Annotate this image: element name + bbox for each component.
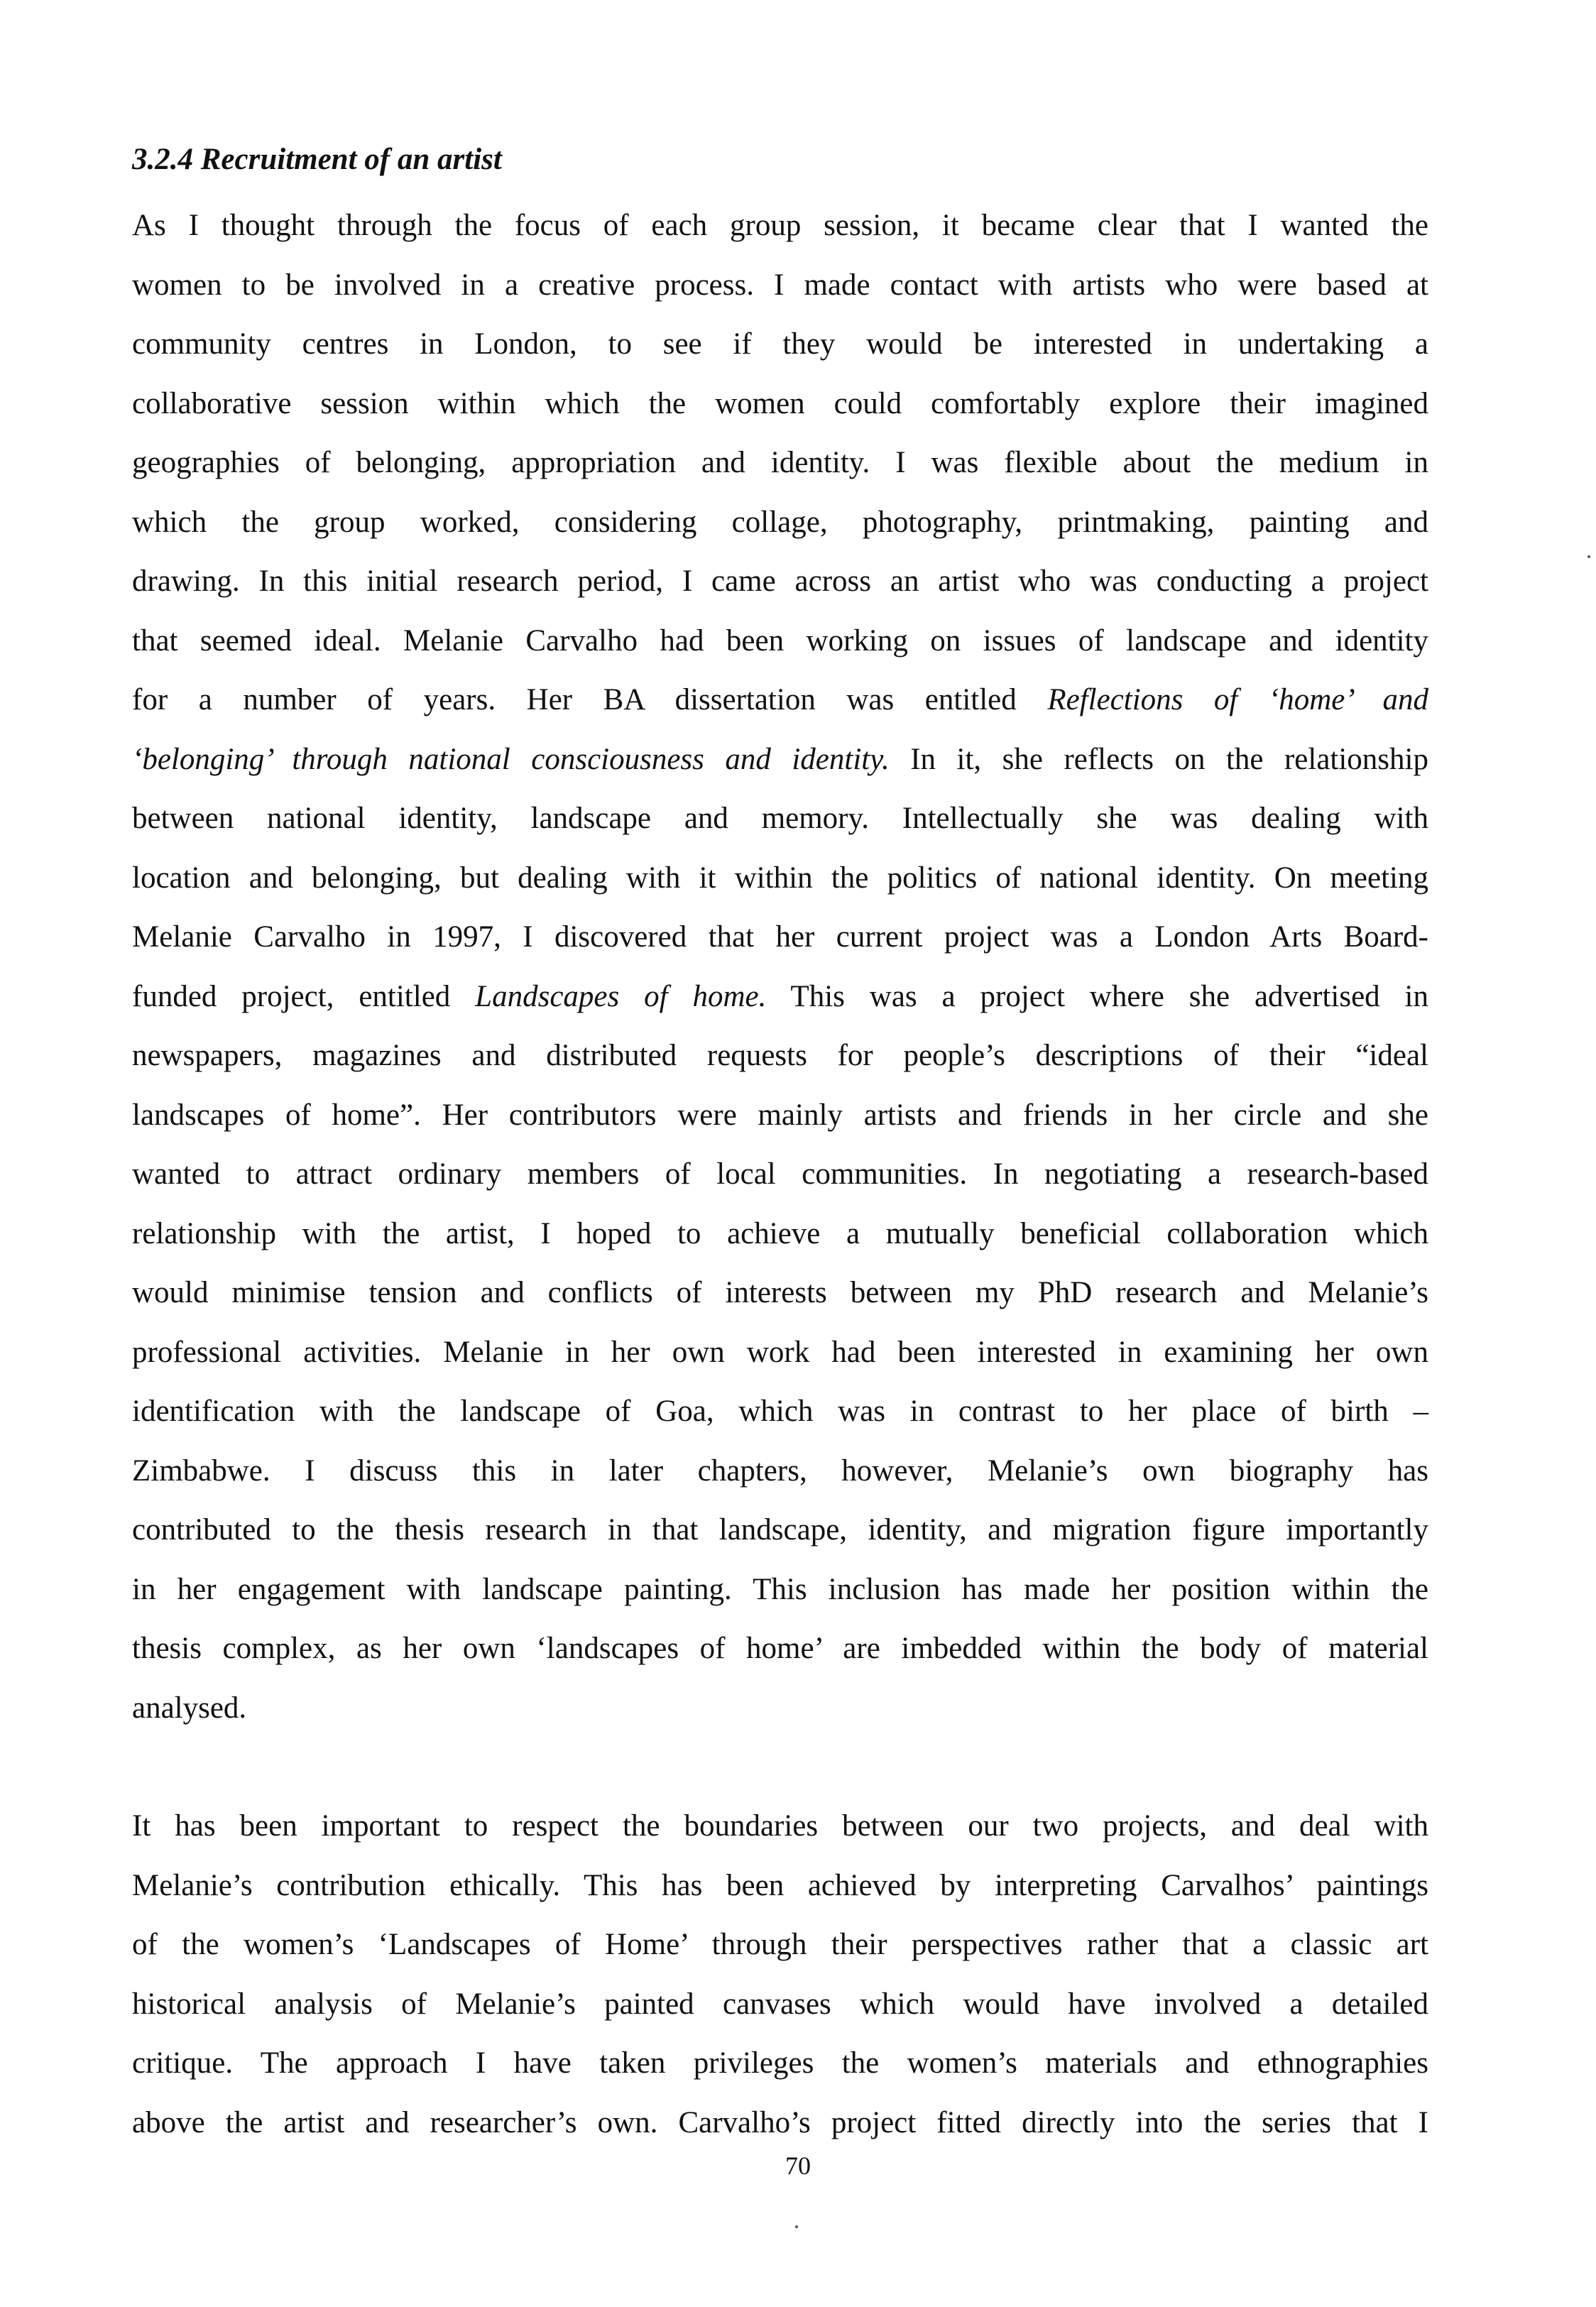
paragraph-recruitment bbox=[132, 196, 1428, 1738]
text-line: between national identity, landscape and memory. Intellectually she was dealing with bbox=[132, 802, 1428, 835]
text-line bbox=[132, 670, 1428, 730]
text-line: Melanie Carvalho in 1997, I discovered that her current project was a London Arts Board- bbox=[132, 920, 1428, 954]
text-run: This was a project where she advertised in bbox=[766, 979, 1428, 1013]
text-line: of the women’s ‘Landscapes of Home’ through their perspectives rather that a classic art bbox=[132, 1928, 1428, 1961]
text-line: collaborative session within which the women could comfortably explore their imagined bbox=[132, 386, 1428, 420]
project-title: Landscapes of home. bbox=[475, 979, 767, 1013]
text-run: In it, she reflects on the relationship bbox=[889, 742, 1428, 776]
text-line: contributed to the thesis research in that landscape, identity, and migration figure importantly bbox=[132, 1513, 1428, 1547]
text-line: analysed. bbox=[132, 1691, 247, 1725]
text-line: geographies of belonging, appropriation and identity. I was flexible about the medium in bbox=[132, 446, 1428, 479]
text-line: which the group worked, considering collage, photography, printmaking, painting and bbox=[132, 505, 1428, 539]
page-number: 70 bbox=[785, 2151, 811, 2180]
text-line: historical analysis of Melanie’s painted canvases which would have involved a detailed bbox=[132, 1987, 1428, 2021]
text-line: relationship with the artist, I hoped to achieve a mutually beneficial collaboration which bbox=[132, 1216, 1428, 1250]
text-line: It has been important to respect the boundaries between our two projects, and deal with bbox=[132, 1809, 1428, 1843]
text-line bbox=[132, 730, 1428, 790]
text-line: As I thought through the focus of each group session, it became clear that I wanted the bbox=[132, 209, 1428, 242]
text-run: for a number of years. Her BA dissertation was entitled bbox=[132, 683, 1048, 716]
text-line: critique. The approach I have taken privileges the women’s materials and ethnographies bbox=[132, 2046, 1428, 2080]
dissertation-title-part2: ‘belonging’ through national consciousness and identity. bbox=[132, 742, 890, 776]
text-line: thesis complex, as her own ‘landscapes of home’ are imbedded within the body of material bbox=[132, 1632, 1428, 1665]
text-line: newspapers, magazines and distributed requests for people’s descriptions of their “ideal bbox=[132, 1039, 1428, 1072]
text-line: drawing. In this initial research period, I came across an artist who was conducting a project bbox=[132, 565, 1428, 598]
text-line: wanted to attract ordinary members of local communities. In negotiating a research-based bbox=[132, 1157, 1428, 1191]
text-line: Zimbabwe. I discuss this in later chapters, however, Melanie’s own biography has bbox=[132, 1454, 1428, 1488]
text-line: in her engagement with landscape painting. This inclusion has made her position within the bbox=[132, 1572, 1428, 1606]
text-line bbox=[132, 967, 1428, 1027]
text-run: funded project, entitled bbox=[132, 979, 476, 1013]
text-line: professional activities. Melanie in her own work had been interested in examining her own bbox=[132, 1335, 1428, 1369]
page-body bbox=[132, 139, 1428, 2152]
dissertation-title-part1: Reflections of ‘home’ and bbox=[1047, 683, 1428, 716]
text-line: landscapes of home”. Her contributors were mainly artists and friends in her circle and she bbox=[132, 1098, 1428, 1132]
text-line: community centres in London, to see if they would be interested in undertaking a bbox=[132, 327, 1428, 361]
scan-speck bbox=[795, 2225, 798, 2228]
text-line: that seemed ideal. Melanie Carvalho had been working on issues of landscape and identity bbox=[132, 623, 1428, 658]
text-line: above the artist and researcher’s own. Carvalho’s project fitted directly into the series that I bbox=[132, 2105, 1428, 2139]
section-heading: 3.2.4 Recruitment of an artist bbox=[132, 143, 502, 176]
paragraph-ethics bbox=[132, 1796, 1428, 2152]
text-line: would minimise tension and conflicts of interests between my PhD research and Melanie’s bbox=[132, 1276, 1428, 1309]
scan-speck bbox=[1587, 555, 1590, 558]
text-line: Melanie’s contribution ethically. This has been achieved by interpreting Carvalhos’ paintings bbox=[132, 1868, 1428, 1902]
text-line: identification with the landscape of Goa, which was in contrast to her place of birth – bbox=[132, 1395, 1428, 1428]
text-line: women to be involved in a creative process. I made contact with artists who were based at bbox=[132, 268, 1428, 302]
text-line: location and belonging, but dealing with it within the politics of national identity. On meeting bbox=[132, 861, 1428, 895]
